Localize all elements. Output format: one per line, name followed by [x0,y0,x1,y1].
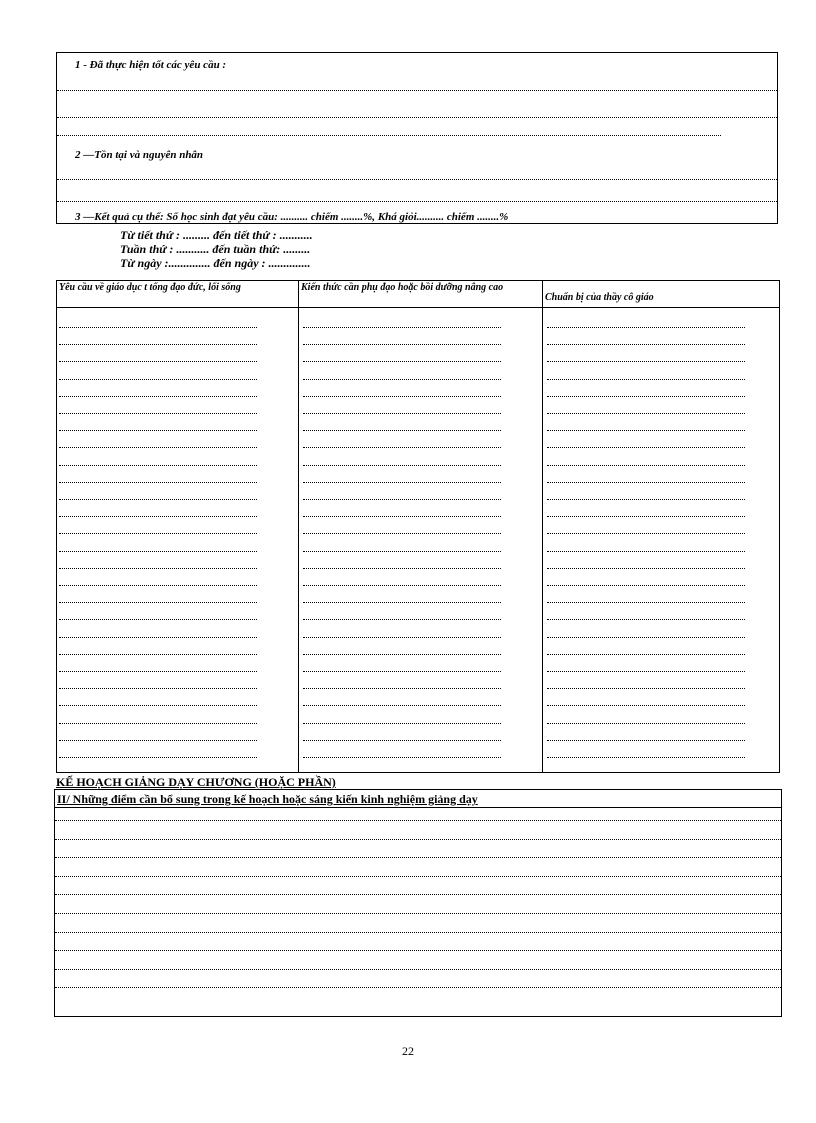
dotted-line [303,568,501,569]
dotted-line [547,705,745,706]
dotted-line [547,516,745,517]
dotted-line [303,705,501,706]
dotted-line [547,344,745,345]
dotted-line [55,987,781,988]
schedule-dates: Từ ngày :.............. đến ngày : .............. [120,256,311,270]
dotted-line [55,876,781,877]
dotted-line [303,447,501,448]
dotted-line [547,654,745,655]
dotted-line [303,619,501,620]
dotted-line [59,516,257,517]
dotted-line [59,465,257,466]
dotted-line [547,757,745,758]
dotted-line [303,723,501,724]
dotted-line [57,201,777,202]
supplement-box [54,789,782,1017]
dotted-line [303,585,501,586]
dotted-line [303,379,501,380]
dotted-line [303,551,501,552]
dotted-line [59,602,257,603]
dotted-line [57,90,777,91]
dotted-line [55,913,781,914]
dotted-line [59,482,257,483]
dotted-line [303,430,501,431]
dotted-line [303,757,501,758]
item-3-label [75,211,508,223]
dotted-line [59,344,257,345]
dotted-line [59,637,257,638]
dotted-line [303,533,501,534]
dotted-line [55,932,781,933]
dotted-line [303,740,501,741]
dotted-line [303,327,501,328]
dotted-line [303,413,501,414]
dotted-line [59,447,257,448]
dotted-line [59,568,257,569]
dotted-line [547,499,745,500]
dotted-line [547,671,745,672]
dotted-line [59,723,257,724]
dotted-line [547,619,745,620]
schedule-periods: Từ tiết thứ : ......... đến tiết thứ : ........... [120,228,313,242]
plan-title: KẾ HOẠCH GIẢNG DẠY CHƯƠNG (HOẶC PHẦN) [56,775,336,789]
column-header-education: Yêu cầu về giáo dục t tổng đạo đức, lối sống [59,282,241,293]
dotted-line [59,499,257,500]
item-1-label: 1 - Đã thực hiện tốt các yêu cầu : [75,59,227,71]
header-divider [55,807,781,808]
dotted-line [303,654,501,655]
dotted-line [547,430,745,431]
dotted-line [303,465,501,466]
dotted-line [547,568,745,569]
dotted-line [547,361,745,362]
dotted-line [547,447,745,448]
results-box [56,52,778,224]
item-3-good: Khá giỏi.......... chiếm ........% [377,211,509,223]
item-2-label: 2 —Tồn tại và nguyên nhân [75,149,204,161]
dotted-line [303,516,501,517]
dotted-line [303,671,501,672]
dotted-line [59,396,257,397]
dotted-line [59,585,257,586]
dotted-line [303,361,501,362]
dotted-line [303,344,501,345]
dotted-line [547,551,745,552]
dotted-line [59,551,257,552]
dotted-line [303,637,501,638]
dotted-line [59,327,257,328]
dotted-line [57,135,721,136]
dotted-line [59,654,257,655]
dotted-line [303,396,501,397]
dotted-line [547,740,745,741]
column-divider [542,281,543,772]
dotted-line [547,327,745,328]
column-header-tutoring: Kiến thức cần phụ đạo hoặc bồi dưỡng nâng cao [301,282,504,293]
dotted-line [547,637,745,638]
dotted-line [547,723,745,724]
dotted-line [547,396,745,397]
dotted-line [547,379,745,380]
dotted-line [55,969,781,970]
dotted-line [303,482,501,483]
dotted-line [57,179,777,180]
dotted-line [59,705,257,706]
dotted-line [303,499,501,500]
dotted-line [547,413,745,414]
column-header-teacher-prep: Chuẩn bị của thầy cô giáo [545,292,654,303]
dotted-line [55,950,781,951]
page-number: 22 [402,1044,414,1058]
dotted-line [303,602,501,603]
dotted-line [55,839,781,840]
dotted-line [59,671,257,672]
dotted-line [55,820,781,821]
dotted-line [547,602,745,603]
dotted-line [59,757,257,758]
dotted-line [59,740,257,741]
dotted-line [57,117,777,118]
dotted-line [547,482,745,483]
dotted-line [59,619,257,620]
dotted-line [59,379,257,380]
schedule-weeks: Tuần thứ : ........... đến tuần thứ: ......... [120,242,311,256]
dotted-line [59,533,257,534]
dotted-line [59,688,257,689]
header-divider [57,307,779,308]
dotted-line [547,688,745,689]
dotted-line [59,413,257,414]
supplement-heading: II/ Những điểm cần bổ sung trong kế hoạch hoặc sáng kiến kinh nghiệm giảng dạy [57,792,478,806]
dotted-line [55,857,781,858]
dotted-line [59,361,257,362]
dotted-line [547,465,745,466]
dotted-line [303,688,501,689]
lesson-plan-table [56,280,780,773]
dotted-line [547,585,745,586]
dotted-line [55,894,781,895]
column-divider [298,281,299,772]
dotted-line [547,533,745,534]
dotted-line [59,430,257,431]
item-3-results: 3 —Kết quả cụ thể: Số học sinh đạt yêu cầu: .......... chiếm ........%, [75,211,376,223]
